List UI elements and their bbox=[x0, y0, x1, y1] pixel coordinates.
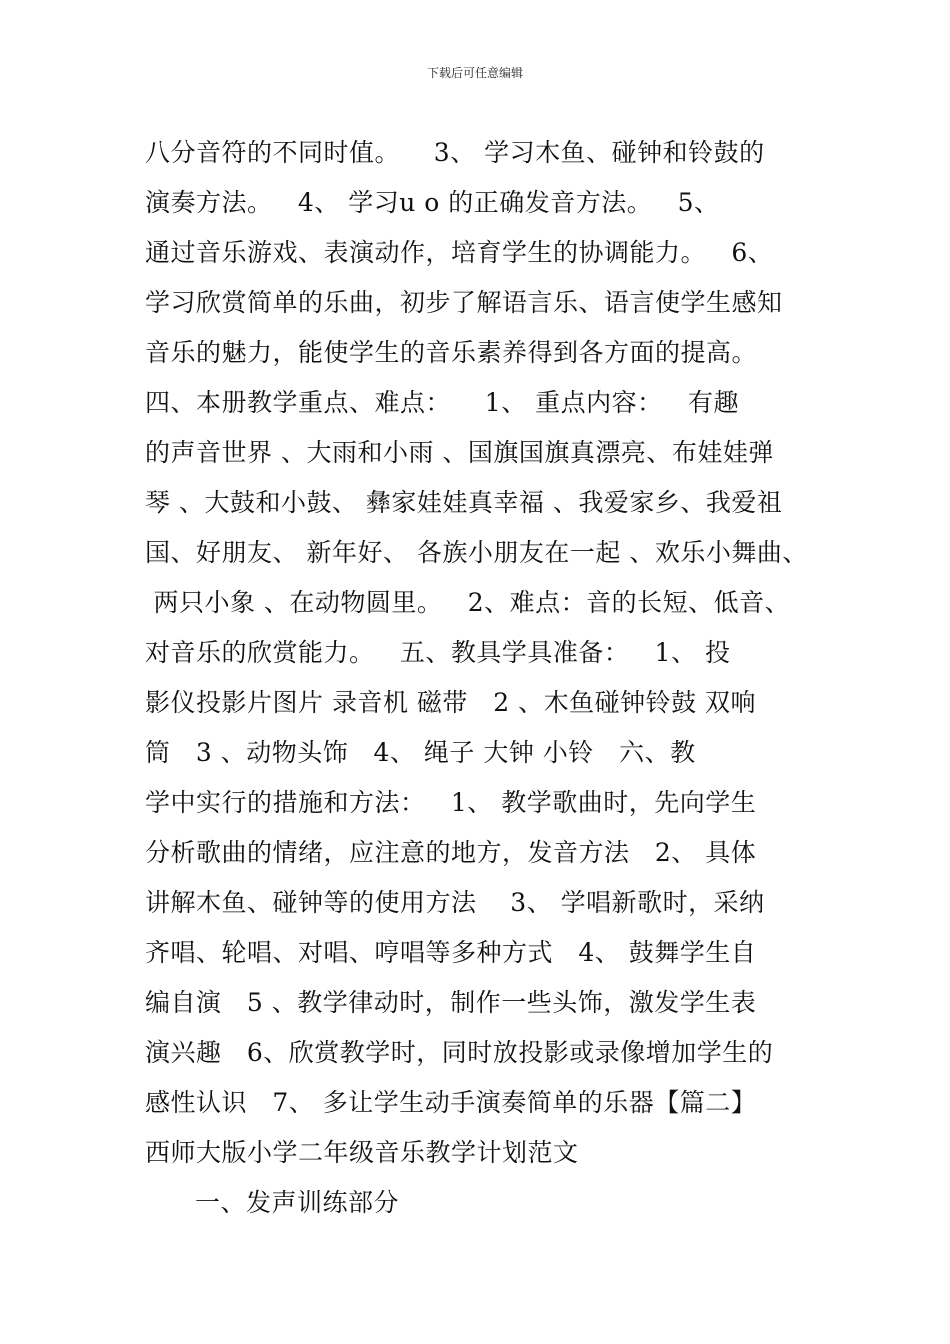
text-line: 琴 、大鼓和小鼓、 彝家娃娃真幸福 、我爱家乡、我爱祖 bbox=[145, 488, 783, 517]
text-line: 齐唱、轮唱、对唱、哼唱等多种方式 4、 鼓舞学生自 bbox=[145, 938, 757, 967]
document-body bbox=[145, 128, 845, 1228]
text-line: 感性认识 7、 多让学生动手演奏简单的乐器【篇二】 bbox=[145, 1088, 757, 1117]
text-line: 通过音乐游戏、表演动作，培育学生的协调能力。 6、 bbox=[145, 238, 774, 267]
text-line: 编自演 5 、教学律动时，制作一些头饰，激发学生表 bbox=[145, 988, 757, 1017]
text-line: 四、本册教学重点、难点： 1、 重点内容： 有趣 bbox=[145, 388, 739, 417]
text-line: 西师大版小学二年级音乐教学计划范文 bbox=[145, 1138, 579, 1167]
text-line: 讲解木鱼、碰钟等的使用方法 3、 学唱新歌时，采纳 bbox=[145, 888, 765, 917]
text-line: 演奏方法。 4、 学习u o 的正确发音方法。 5、 bbox=[145, 188, 720, 217]
text-line: 的声音世界 、大雨和小雨 、国旗国旗真漂亮、布娃娃弹 bbox=[145, 438, 774, 467]
text-line: 学习欣赏简单的乐曲，初步了解语言乐、语言使学生感知 bbox=[145, 288, 783, 317]
text-line: 八分音符的不同时值。 3、 学习木鱼、碰钟和铃鼓的 bbox=[145, 138, 765, 167]
text-line: 分析歌曲的情绪，应注意的地方，发音方法 2、 具体 bbox=[145, 838, 757, 867]
text-line: 两只小象 、在动物圆里。 2、难点：音的长短、低音、 bbox=[145, 588, 791, 617]
text-line: 学中实行的措施和方法： 1、 教学歌曲时，先向学生 bbox=[145, 788, 757, 817]
section-heading: 一、发声训练部分 bbox=[195, 1188, 400, 1217]
text-line: 国、好朋友、 新年好、 各族小朋友在一起 、欢乐小舞曲、 bbox=[145, 538, 808, 567]
text-line: 音乐的魅力，能使学生的音乐素养得到各方面的提高。 bbox=[145, 338, 758, 367]
text-line: 筒 3 、动物头饰 4、 绳子 大钟 小铃 六、教 bbox=[145, 738, 696, 767]
text-line: 对音乐的欣赏能力。 五、教具学具准备： 1、 投 bbox=[145, 638, 731, 667]
page-header: 下载后可任意编辑 bbox=[426, 66, 523, 80]
text-line: 演兴趣 6、欣赏教学时，同时放投影或录像增加学生的 bbox=[145, 1038, 774, 1067]
text-line: 影仪投影片图片 录音机 磁带 2 、木鱼碰钟铃鼓 双响 bbox=[145, 688, 757, 717]
